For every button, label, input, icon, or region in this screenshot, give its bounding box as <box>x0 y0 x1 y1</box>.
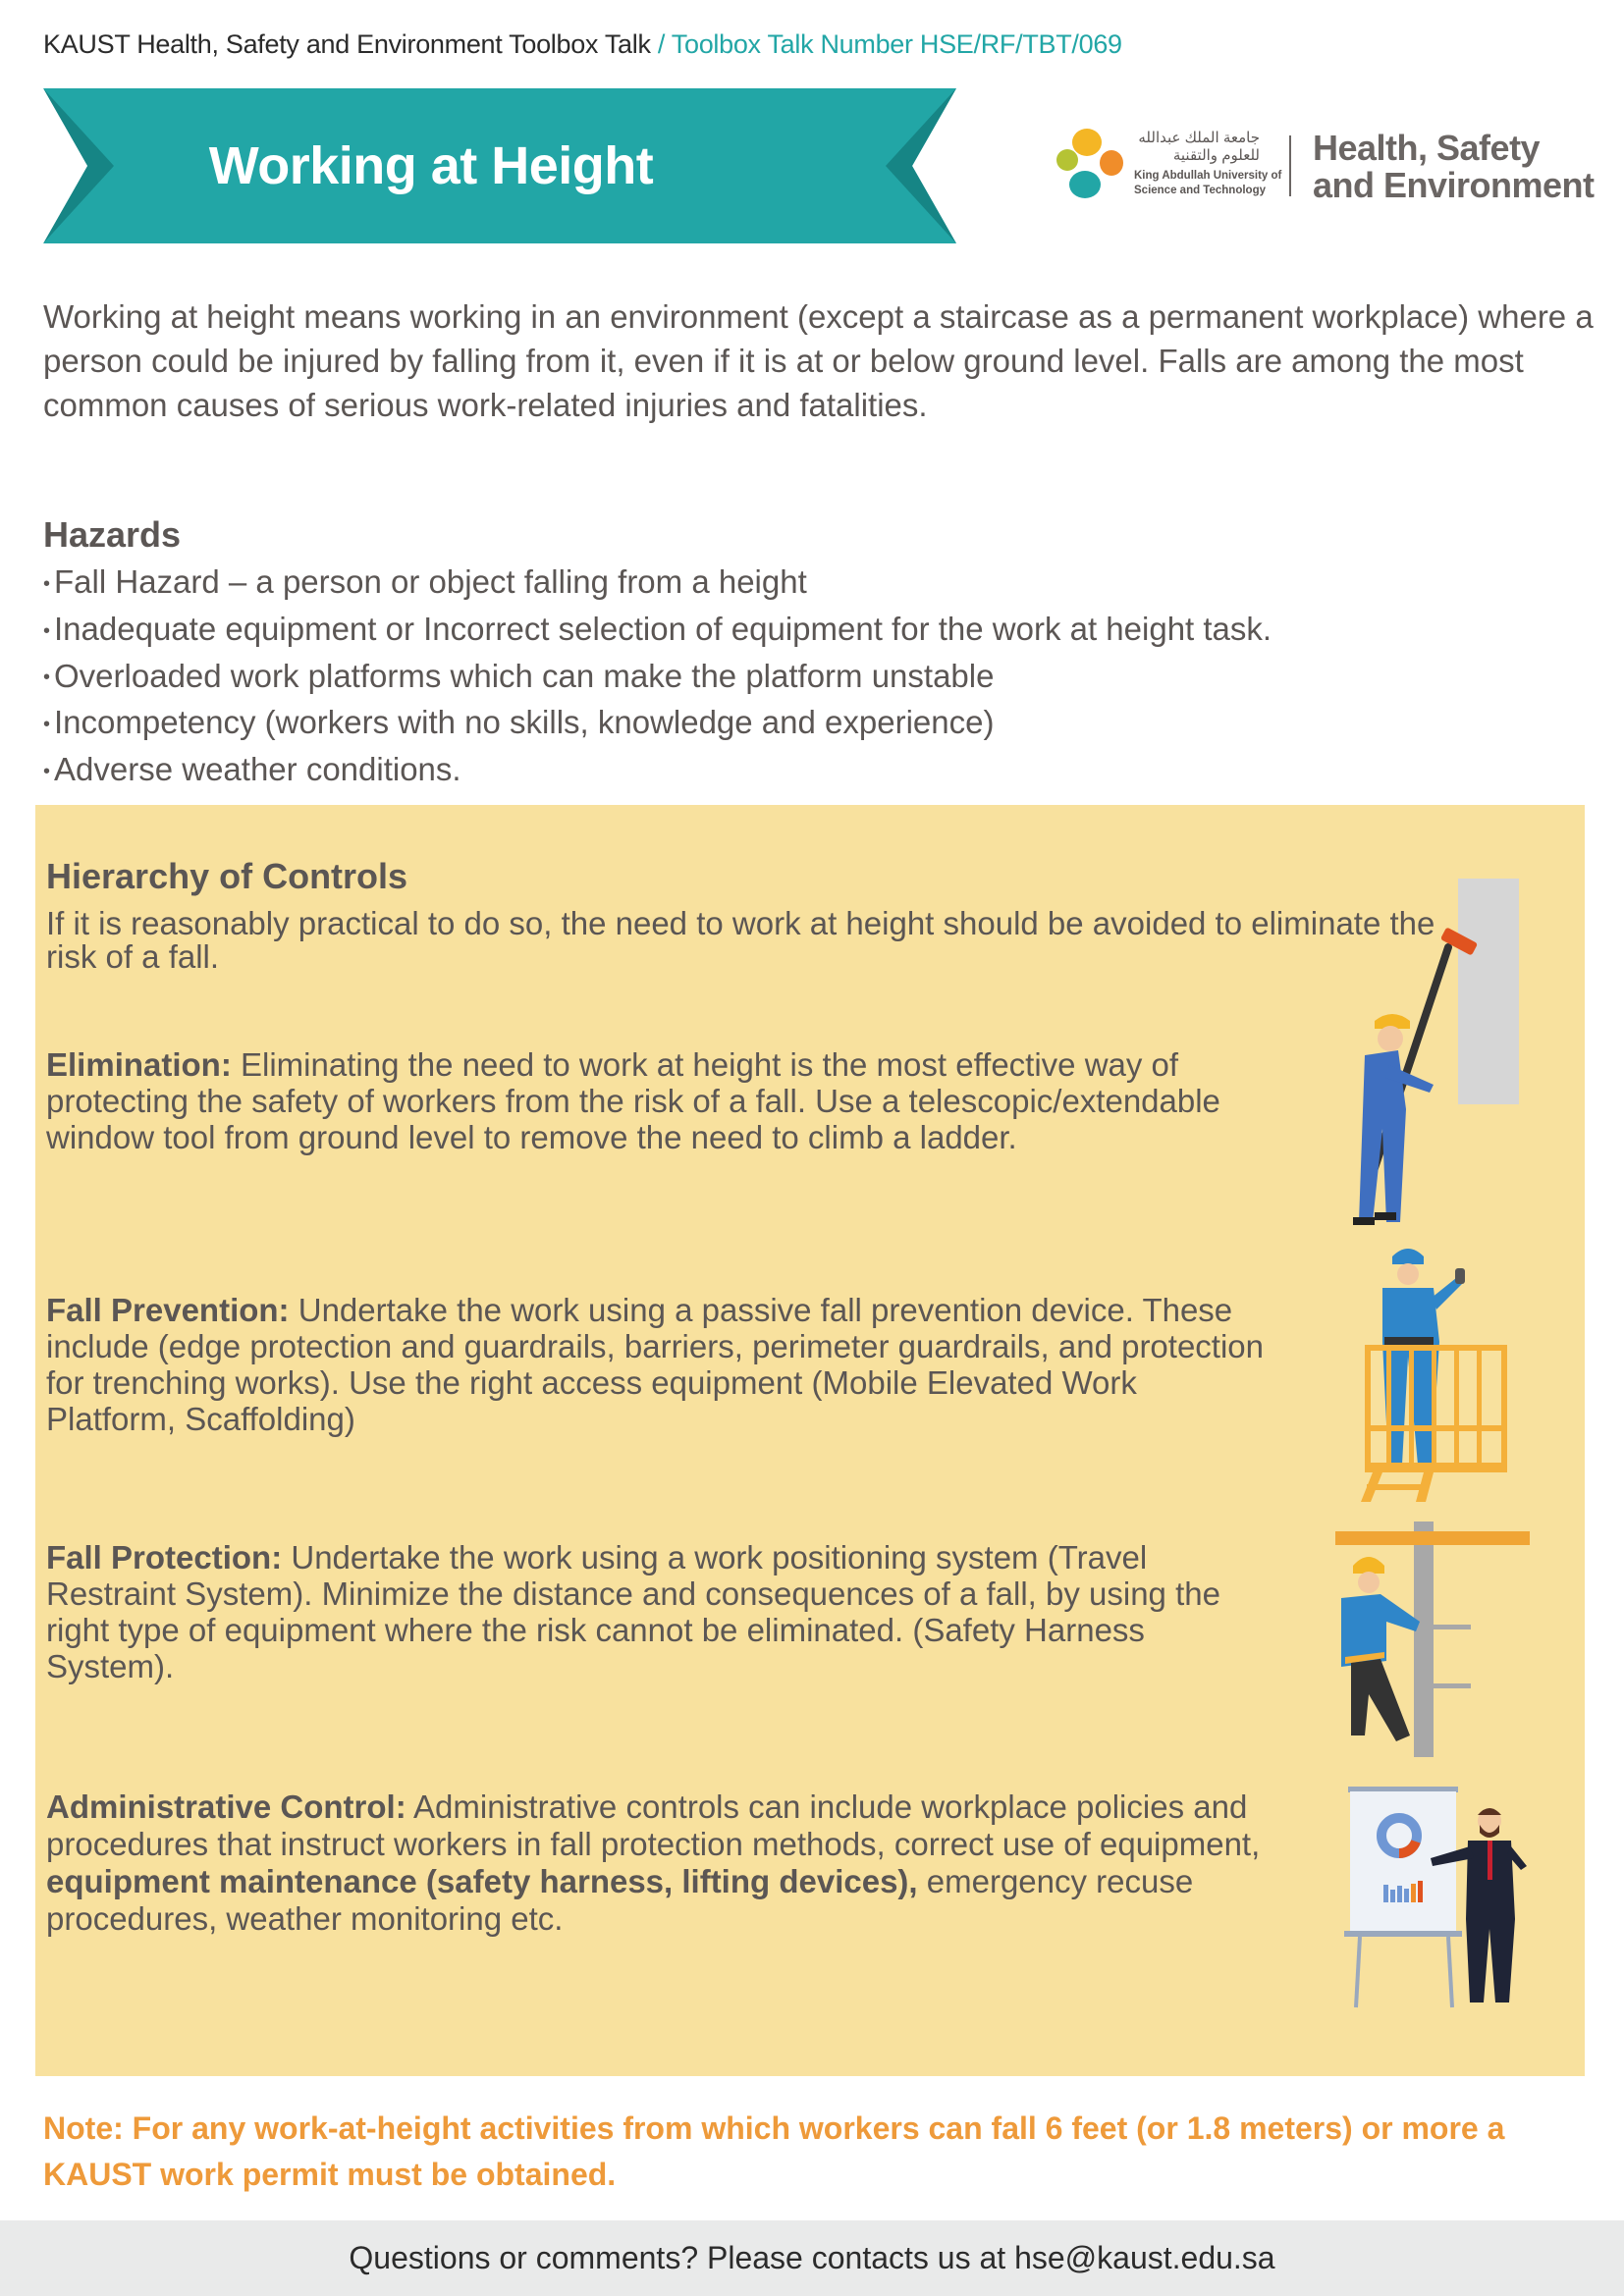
kaust-hse-logo <box>1056 128 1605 206</box>
header-separator: / <box>650 29 672 59</box>
hard-hat-icon <box>1353 1557 1384 1574</box>
arabic-line-1: جامعة الملك عبدالله <box>1138 130 1260 146</box>
hazard-item: • Fall Hazard – a person or object falling from a height <box>43 560 1272 607</box>
window-icon <box>1458 879 1519 1104</box>
control-fall-protection <box>46 1539 1273 1684</box>
crossarm-icon <box>1335 1531 1530 1545</box>
worker-climbing-pole-illustration <box>1326 1522 1542 1757</box>
hazard-item: • Overloaded work platforms which can make the platform unstable <box>43 654 1272 701</box>
hard-hat-icon <box>1392 1249 1424 1264</box>
university-name-english <box>1134 169 1281 198</box>
logo-divider <box>1289 135 1291 196</box>
page-title: Working at Height <box>208 136 654 195</box>
hazard-item: • Inadequate equipment or Incorrect selection of equipment for the work at height task. <box>43 607 1272 654</box>
permit-note: Note: For any work-at-height activities from which workers can fall 6 feet (or 1.8 meters) or more a KAUST work permit must be obtained. <box>43 2110 1505 2192</box>
guardrail-icon <box>1361 1345 1507 1502</box>
control-text: emergency recuse procedures, weather monitoring etc. <box>46 1863 1194 1937</box>
hazard-item: • Incompetency (workers with no skills, knowledge and experience) <box>43 700 1272 747</box>
english-line-1: King Abdullah University of <box>1134 170 1282 182</box>
kaust-logo-icon <box>1056 128 1129 206</box>
control-text: Undertake the work using a work positioning system (Travel Restraint System). Minimize the distance and consequences of a fall, by using the right type of equipment where the risk cannot be eliminated. (Safety Harness System). <box>46 1539 1220 1684</box>
control-label: Elimination: <box>46 1046 232 1083</box>
control-elimination <box>46 1046 1273 1155</box>
controls-intro: If it is reasonably practical to do so, the need to work at height should be avoided to eliminate the risk of a fall. <box>46 905 1435 975</box>
footer-bar <box>0 2220 1624 2296</box>
control-text: Administrative controls can include workplace policies and procedures that instruct workers in fall protection methods, correct use of equipment, <box>46 1789 1261 1862</box>
control-label: Administrative Control: <box>46 1789 406 1825</box>
control-text: Eliminating the need to work at height is the most effective way of protecting the safety of workers from the risk of a fall. Use a telescopic/extendable window tool from ground level to remove the need to climb a ladder. <box>46 1046 1220 1155</box>
control-administrative <box>46 1789 1323 1938</box>
arabic-line-2: للعلوم والتقنية <box>1172 147 1260 164</box>
controls-heading: Hierarchy of Controls <box>46 856 408 896</box>
control-label: Fall Prevention: <box>46 1292 290 1328</box>
hazard-item: • Adverse weather conditions. <box>43 747 1272 794</box>
title-banner <box>43 88 956 243</box>
control-label: Fall Protection: <box>46 1539 283 1575</box>
department-line-1: Health, Safety <box>1313 128 1541 168</box>
control-text-emphasis: equipment maintenance (safety harness, lifting devices), <box>46 1863 918 1899</box>
utility-pole-icon <box>1414 1522 1434 1757</box>
worker-on-platform-illustration <box>1345 1239 1512 1504</box>
hazards-heading: Hazards <box>43 514 182 555</box>
hazards-list <box>43 560 1272 794</box>
department-name <box>1313 130 1595 204</box>
control-text: Undertake the work using a passive fall prevention device. These include (edge protection and guardrails, barriers, perimeter guardrails, and protection for trenching works). Use the right access equipment (Mobile Elevated Work Platform, Scaffolding) <box>46 1292 1265 1437</box>
worker-with-pole-illustration <box>1335 874 1532 1227</box>
intro-paragraph: Working at height means working in an environment (except a staircase as a permanent workplace) where a person could be injured by falling from it, even if it is at or below ground level. Falls are among the most common causes of serious work-related injuries and fatalities. <box>43 298 1594 423</box>
contact-text: Questions or comments? Please contacts us at hse@kaust.edu.sa <box>349 2240 1275 2275</box>
talk-number: Toolbox Talk Number HSE/RF/TBT/069 <box>671 29 1122 59</box>
department-line-2: and Environment <box>1313 165 1595 205</box>
presenter-at-flipchart-illustration <box>1330 1782 1537 2017</box>
english-line-2: Science and Technology <box>1134 185 1266 196</box>
university-name-arabic <box>1132 130 1260 165</box>
control-fall-prevention <box>46 1292 1273 1437</box>
series-label: KAUST Health, Safety and Environment Toolbox Talk <box>43 29 651 59</box>
document-header <box>43 29 1122 60</box>
